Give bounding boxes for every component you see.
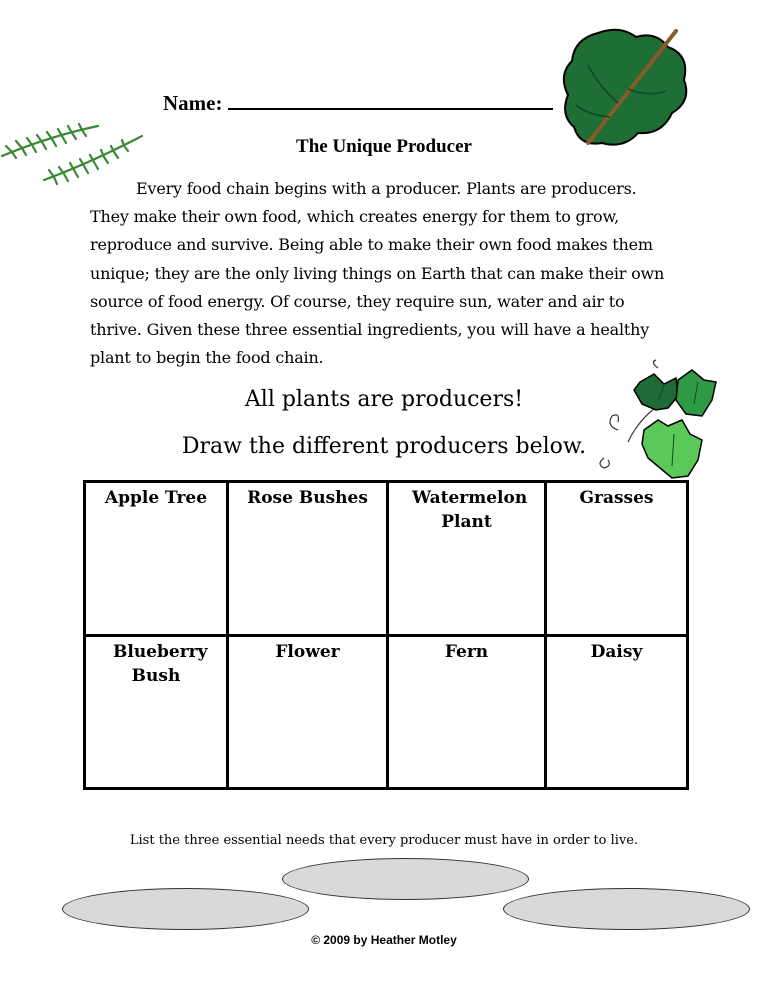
drawing-instruction: Draw the different producers below.: [181, 434, 587, 459]
cell-watermelon-plant[interactable]: [388, 482, 546, 636]
intro-paragraph: [90, 175, 680, 372]
cell-label: Flower: [275, 641, 340, 662]
cell-grasses[interactable]: [546, 482, 688, 636]
answer-oval-3[interactable]: [503, 888, 750, 930]
page-title: The Unique Producer: [296, 136, 472, 157]
cell-blueberry-bush[interactable]: [85, 635, 228, 789]
cell-label: Grasses: [579, 488, 654, 508]
cell-daisy[interactable]: [546, 635, 688, 789]
name-label: Name:: [163, 91, 223, 115]
intro-text: Every food chain begins with a producer. Plants are producers. They make their own food, which creates energy for them to grow, reproduce and survive. Being able to make their own food makes them unique; they are the only living things on Earth that can make their own source of food energy. Of course, they require sun, water and air to thrive. Given these three essential ingredients, you will have a healthy plant to begin the food chain.: [90, 179, 665, 368]
cell-label: Apple Tree: [104, 488, 208, 508]
answer-oval-1[interactable]: [282, 858, 529, 900]
ivy-vine-icon: [598, 360, 728, 490]
essential-needs-question: List the three essential needs that every producer must have in order to live.: [129, 833, 639, 848]
grid-row-1: [85, 482, 688, 636]
cell-label: Watermelon Plant: [412, 488, 528, 532]
cell-label: Daisy: [590, 641, 643, 662]
cell-fern[interactable]: [388, 635, 546, 789]
grid-row-2: [85, 635, 688, 789]
copyright-notice: © 2009 by Heather Motley: [311, 933, 457, 947]
cell-label: Blueberry Bush: [113, 641, 208, 686]
cell-apple-tree[interactable]: [85, 482, 228, 636]
answer-oval-2[interactable]: [62, 888, 309, 930]
name-field: [163, 90, 553, 116]
cell-label: Fern: [444, 641, 489, 662]
producer-drawing-grid: [83, 480, 689, 790]
cell-label: Rose Bushes: [247, 488, 368, 508]
tagline: All plants are producers!: [244, 387, 524, 412]
cell-flower[interactable]: [228, 635, 388, 789]
cell-rose-bushes[interactable]: [228, 482, 388, 636]
name-blank-line[interactable]: [228, 90, 553, 110]
